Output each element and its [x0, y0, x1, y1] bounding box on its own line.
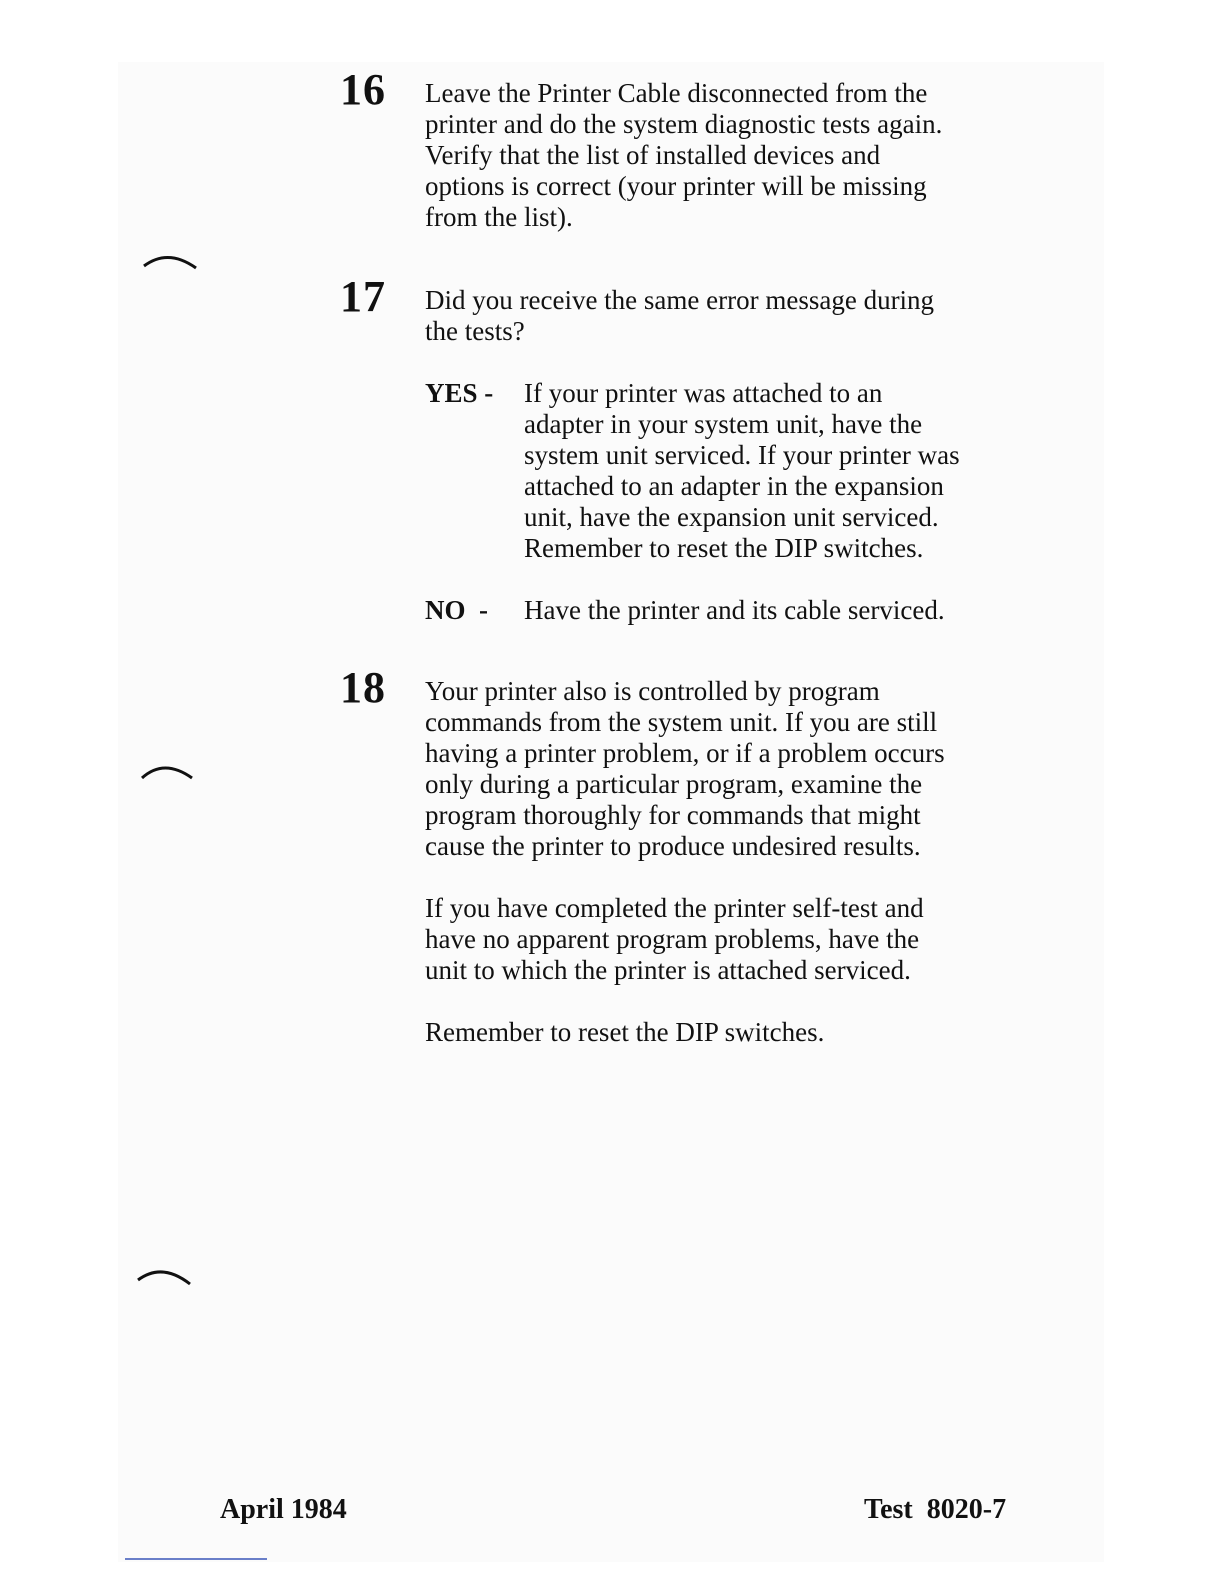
step-number: 18 [340, 663, 386, 712]
step-number: 17 [340, 272, 386, 321]
step-paragraph: Did you receive the same error message during the tests? [425, 285, 935, 346]
step-number: 16 [340, 65, 386, 114]
step-paragraph: Leave the Printer Cable disconnected from the printer and do the system diagnostic tests again. Verify that the list of installed devices and options is correct (your printer will be missing from the list). [425, 78, 943, 232]
bottom-rule [125, 1558, 267, 1560]
binder-hole-mark-icon [140, 246, 200, 276]
answer-text: If your printer was attached to an adapter in your system unit, have the system unit serviced. If your printer was attached to an adapter in the expansion unit, have the expansion unit serviced. Remember to reset the DIP switches. [524, 378, 960, 563]
footer-test-id: Test 8020-7 [864, 1494, 1007, 1525]
binder-hole-mark-icon [138, 754, 198, 784]
step-paragraph: If you have completed the printer self-test and have no apparent program problems, have the unit to which the printer is attached serviced. [425, 893, 924, 985]
binder-hole-mark-icon [134, 1260, 194, 1290]
step-paragraph: Remember to reset the DIP switches. [425, 1017, 825, 1047]
step-paragraph: Your printer also is controlled by program commands from the system unit. If you are still having a printer problem, or if a problem occurs only during a particular program, examine the program thoroughly for commands that might cause the printer to produce undesired results. [425, 676, 945, 861]
answer-text: Have the printer and its cable serviced. [524, 595, 945, 625]
answer-label: NO - [425, 595, 488, 625]
footer-date: April 1984 [220, 1494, 347, 1525]
step-body [425, 285, 1035, 347]
answer-label: YES - [425, 378, 494, 408]
step-body [425, 78, 1035, 233]
step-body [425, 676, 1035, 1048]
